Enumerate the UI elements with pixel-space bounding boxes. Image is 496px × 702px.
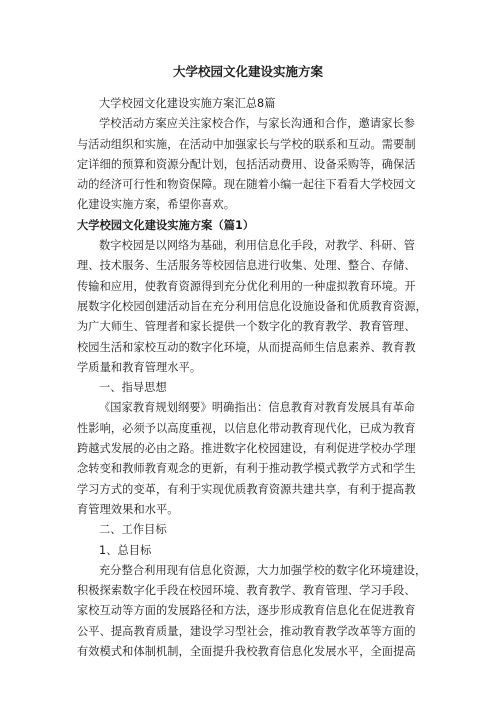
text-line: 一、指导思想	[99, 381, 167, 395]
text-line: 展数字化校园创建活动旨在充分利用信息化设施设备和优质教育资源，	[77, 299, 427, 313]
text-line: 为广大师生、管理者和家长提供一个数字化的教育教学、教育管理、	[77, 320, 416, 334]
text-line: 念转变和教师教育观念的更新，有利于推动教学模式教学方式和学生	[77, 462, 416, 476]
text-line: 有效模式和体制机制，全面提升我校教育信息化发展水平，全面提高	[77, 645, 416, 659]
document-title: 大学校园文化建设实施方案	[172, 64, 323, 79]
text-line: 大学校园文化建设实施方案汇总8篇	[99, 97, 276, 110]
text-line: 学习方式的变革，有利于实现优质教育资源共建共享，有利于提高教	[77, 482, 416, 496]
section-heading: 大学校园文化建设实施方案（篇1）	[77, 218, 255, 232]
text-line: 二、工作目标	[99, 523, 167, 537]
text-line: 传输和应用，使教育资源得到充分优化利用的一种虚拟教育环境。开	[77, 279, 416, 293]
text-line: 化建设实施方案，希望你喜欢。	[77, 198, 236, 212]
text-line: 家校互动等方面的发展路径和方法，逐步形成教育信息化在促进教育	[77, 604, 416, 618]
text-line: 充分整合利用现有信息化资源，大力加强学校的数字化环境建设，	[99, 563, 427, 577]
text-line: 动的经济可行性和物资保障。现在随着小编一起往下看看大学校园文	[77, 178, 416, 192]
text-line: 理、技术服务、生活服务等校园信息进行收集、处理、整合、存储、	[77, 259, 416, 273]
text-line: 定详细的预算和资源分配计划，包括活动费用、设备采购等，确保活	[77, 157, 416, 171]
text-line: 与活动组织和实施，在活动中加强家长与学校的联系和互动。需要制	[77, 137, 416, 151]
text-line: 公平、提高教育质量，建设学习型社会，推动教育教学改革等方面的	[77, 624, 416, 638]
text-line: 《国家教育规划纲要》明确指出：信息教育对教育发展具有革命	[99, 401, 416, 415]
document-body	[77, 94, 427, 662]
text-line: 学质量和教育管理水平。	[77, 360, 202, 374]
text-line: 积极探索数字化手段在校园环境、教育教学、教育管理、学习手段、	[77, 584, 416, 598]
text-line: 校园生活和家校互动的数字化环境，从而提高师生信息素养、教育教	[77, 340, 416, 354]
text-line: 跨越式发展的必由之路。推进数字化校园建设，有利促进学校办学理	[77, 442, 416, 456]
text-line: 性影响，必须予以高度重视，以信息化带动教育现代化，已成为教育	[77, 421, 416, 435]
text-line: 学校活动方案应关注家校合作，与家长沟通和合作，邀请家长参	[99, 117, 416, 131]
text-line: 育管理效果和水平。	[77, 502, 179, 516]
text-line: 1、总目标	[99, 543, 152, 557]
text-line: 数字校园是以网络为基础，利用信息化手段，对教学、科研、管	[99, 239, 416, 253]
